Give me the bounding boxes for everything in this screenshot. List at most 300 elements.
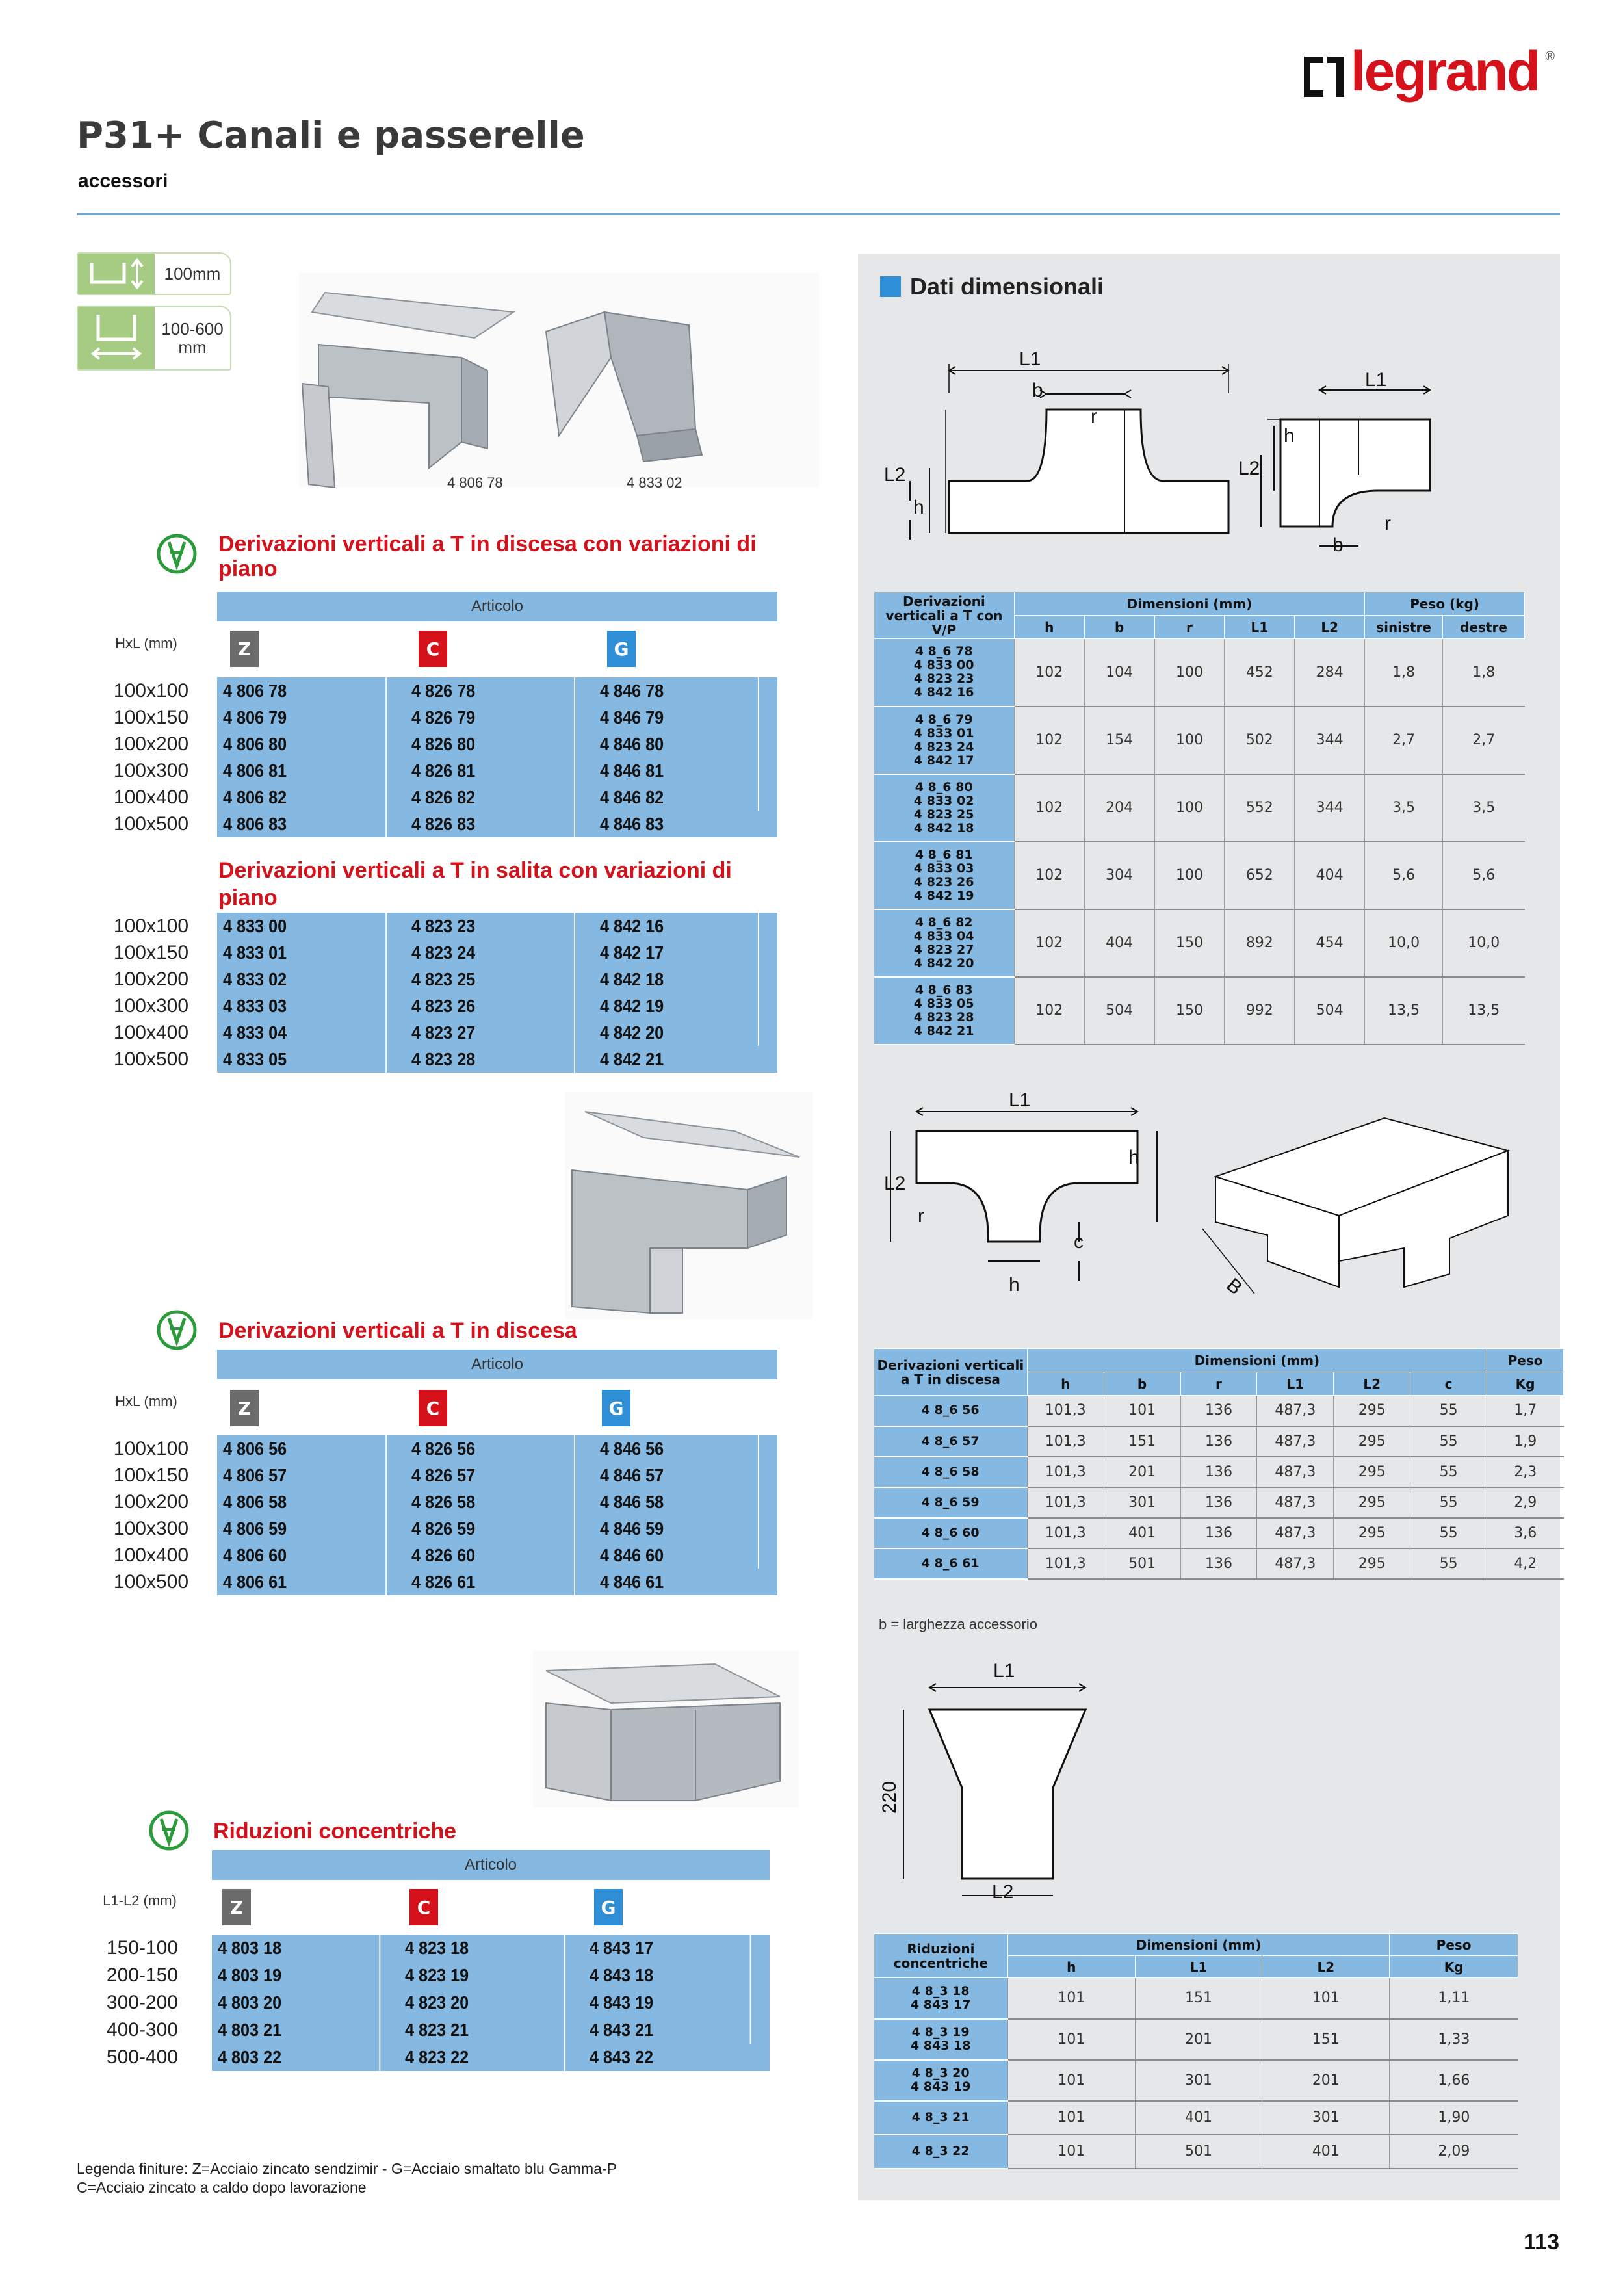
code-g: 4 846 61 [600,1571,664,1592]
table-row [874,1457,1564,1487]
cell-value: 55 [1410,1487,1487,1518]
article-code: 4 842 16 [913,685,974,700]
code-g: 4 846 60 [594,1542,759,1569]
dimension-list [97,677,188,837]
cell-value: 55 [1410,1548,1487,1579]
article-code: 4 833 03 [913,861,974,876]
col-kg: Kg [1487,1372,1564,1396]
cell-value: 454 [1295,909,1365,977]
col-kg: Kg [1390,1956,1518,1978]
cell-value: 100 [1154,774,1225,842]
diagram-label-l1: L1 [1019,348,1041,370]
col-header-main: Riduzioni concentriche [874,1934,1008,1978]
cell-value: 101,3 [1027,1426,1104,1457]
code-z: 4 806 82 [217,784,387,811]
legend-line: Legenda finiture: Z=Acciaio zincato sendzimir - G=Acciaio smaltato blu Gamma-P [77,2160,617,2177]
cell-value: 101 [1104,1396,1180,1426]
photo-code-2: 4 833 02 [627,475,682,491]
col-h: h [1027,1372,1104,1396]
cell-value: 1,11 [1390,1978,1518,2019]
product-photo-t-branch-down [565,1092,812,1320]
finish-badge-c: C [419,1390,447,1426]
cell-value: 201 [1262,2060,1390,2101]
diagram-label-h: h [913,497,924,518]
code-z: 4 803 22 [212,2044,380,2071]
dimension-list [97,1435,188,1595]
article-code: 4 833 04 [913,928,974,943]
table-row [874,1396,1564,1426]
code-g: 4 842 18 [594,966,759,993]
cell-value: 101,3 [1027,1487,1104,1518]
col-header-main: Derivazioni verticali a T con V/P [874,592,1015,639]
table-note: b = larghezza accessorio [879,1616,1037,1632]
col-header-weight: Peso [1390,1934,1518,1956]
cell-value: 55 [1410,1518,1487,1548]
cell-value: 501 [1104,1548,1180,1579]
cell-value: 1,7 [1487,1396,1564,1426]
cell-value: 487,3 [1257,1426,1334,1457]
cell-value: 552 [1225,774,1295,842]
code-c: 4 826 78 [406,677,575,704]
cell-value: 487,3 [1257,1518,1334,1548]
cell-value: 504 [1295,977,1365,1045]
code-c: 4 823 23 [406,913,575,939]
cell-value: 992 [1225,977,1295,1045]
code-z: 4 806 58 [217,1489,387,1515]
article-code: 4 8_6 79 [915,712,973,727]
table2-body [874,1396,1564,1579]
finish-badge-g: G [594,1889,623,1925]
dimension-value: 100x150 [113,1464,188,1486]
article-code: 4 842 17 [913,753,974,768]
code-g: 4 843 18 [584,1962,751,1989]
photo-code-1: 4 806 78 [447,475,503,491]
code-z: 4 806 80 [217,731,387,757]
cell-value: 301 [1262,2101,1390,2135]
col-l1: L1 [1135,1956,1262,1978]
code-c: 4 823 21 [399,2016,565,2044]
diagram-reduction [864,1651,1553,1911]
article-codes [874,1426,1028,1457]
codes-table-t-up-variable [217,913,777,1073]
code-g: 4 846 79 [594,704,759,731]
cell-value: 295 [1334,1396,1410,1426]
cell-value: 892 [1225,909,1295,977]
width-icon [78,307,155,369]
article-codes [874,909,1015,977]
article-code: 4 8_6 58 [921,1464,980,1479]
table-row [874,2135,1518,2169]
dimension-value: 100x200 [113,968,188,990]
code-z: 4 806 78 [217,677,387,704]
cell-value: 101,3 [1027,1548,1104,1579]
cell-value: 151 [1262,2019,1390,2060]
article-codes [874,2101,1008,2135]
code-z: 4 806 59 [217,1515,387,1542]
diagram-label-r: r [1091,406,1097,427]
article-code: 4 833 02 [913,793,974,808]
diagram-label-h: h [1009,1274,1020,1296]
article-code: 4 8_6 56 [921,1403,980,1418]
article-code: 4 833 01 [913,725,974,740]
registered-mark: ® [1545,49,1555,64]
code-g: 4 843 19 [584,1989,751,2016]
col-header-dims: Dimensioni (mm) [1027,1349,1487,1372]
cell-value: 1,8 [1365,639,1443,707]
cell-value: 204 [1084,774,1154,842]
code-c: 4 826 83 [406,811,575,837]
cell-value: 101,3 [1027,1457,1104,1487]
cell-value: 136 [1180,1487,1257,1518]
code-c: 4 826 81 [406,757,575,784]
code-c: 4 826 82 [406,784,575,811]
table-row [874,1487,1564,1518]
code-z: 4 833 03 [217,993,387,1019]
finish-badge-z: Z [230,631,259,667]
article-codes [874,1518,1028,1548]
code-g: 4 846 82 [594,784,759,811]
cell-value: 101 [1262,1978,1390,2019]
article-code: 4 8_3 18 [911,1983,970,1998]
articolo-header: Articolo [217,592,777,621]
col-c: c [1410,1372,1487,1396]
col-l2: L2 [1295,616,1365,639]
code-g: 4 842 21 [600,1049,664,1069]
article-code: 4 843 17 [910,1997,971,2012]
cell-value: 101 [1007,2135,1135,2169]
table-row [874,842,1525,909]
code-c: 4 826 59 [406,1515,575,1542]
cell-value: 102 [1014,774,1084,842]
cell-value: 401 [1262,2135,1390,2169]
cell-value: 284 [1295,639,1365,707]
col-b: b [1104,1372,1180,1396]
product-photo-reduction [533,1651,799,1807]
col-l1: L1 [1257,1372,1334,1396]
legrand-mark-icon [1304,57,1344,97]
code-g: 4 846 56 [594,1435,759,1462]
dimension-value: 100x100 [113,915,188,937]
cell-value: 2,7 [1443,707,1525,774]
cell-value: 150 [1154,909,1225,977]
article-code: 4 823 24 [913,739,974,754]
table-row [874,639,1525,707]
article-codes [874,1978,1008,2019]
diagram-label-b: b [1032,380,1043,401]
table-row [874,2101,1518,2135]
dimension-list [84,1935,178,2071]
section-title-t-up-variable: Derivazioni verticali a T in salita con variazioni di piano [218,858,732,910]
cell-value: 452 [1225,639,1295,707]
code-g: 4 842 16 [594,913,759,939]
table-row [874,2019,1518,2060]
cell-value: 295 [1334,1487,1410,1518]
code-g: 4 846 83 [600,813,664,834]
legrand-logo [1304,40,1555,103]
table-row [874,1548,1564,1579]
col-header-weight: Peso [1487,1349,1564,1372]
page-title: P31+ Canali e passerelle [77,114,585,157]
diagram-label-c: c [1074,1231,1084,1253]
cell-value: 2,09 [1390,2135,1518,2169]
cell-value: 101 [1007,2101,1135,2135]
code-z: 4 833 02 [217,966,387,993]
codes-table-t-down-variable [217,677,777,837]
panel-title [880,273,1104,300]
finish-badge-z: Z [230,1390,259,1426]
cell-value: 5,6 [1443,842,1525,909]
cell-value: 101,3 [1027,1518,1104,1548]
section-title-reduction: Riduzioni concentriche [213,1819,457,1844]
cell-value: 404 [1295,842,1365,909]
article-code: 4 823 25 [913,807,974,822]
table-row [874,774,1525,842]
article-codes [874,2060,1008,2101]
col-destre: destre [1443,616,1525,639]
dimension-value: 100x200 [113,1491,188,1513]
cell-value: 100 [1154,842,1225,909]
code-g: 4 846 78 [594,677,759,704]
dimension-value: 300-200 [106,1992,178,2013]
cell-value: 201 [1135,2019,1262,2060]
code-g: 4 846 57 [594,1462,759,1489]
article-codes [874,1487,1028,1518]
cell-value: 344 [1295,774,1365,842]
brand-name: legrand [1350,40,1539,103]
finish-badge-z: Z [222,1889,251,1925]
cell-value: 295 [1334,1518,1410,1548]
code-c: 4 823 24 [406,939,575,966]
cell-value: 3,5 [1365,774,1443,842]
section-title-t-down-variable: Derivazioni verticali a T in discesa con variazioni di piano [218,532,757,581]
certification-icon [148,1810,190,1851]
code-c: 4 823 19 [399,1962,565,1989]
diagram-label-l1: L1 [1365,369,1387,391]
article-code: 4 8_3 22 [911,2144,970,2158]
panel-title-text: Dati dimensionali [910,273,1104,300]
diagram-label-l2: L2 [884,1173,906,1194]
dimension-label: HxL (mm) [115,1393,177,1409]
cell-value: 150 [1154,977,1225,1045]
cell-value: 201 [1104,1457,1180,1487]
article-code: 4 8_6 83 [915,982,973,997]
dimension-value: 100x300 [113,1517,188,1539]
code-z: 4 803 18 [212,1935,380,1962]
code-c: 4 826 56 [406,1435,575,1462]
cell-value: 101,3 [1027,1396,1104,1426]
article-code: 4 8_6 82 [915,915,973,930]
article-code: 4 823 28 [913,1010,974,1024]
codes-table-t-down [217,1435,777,1595]
cell-value: 487,3 [1257,1457,1334,1487]
cell-value: 55 [1410,1426,1487,1457]
diagram-label-l1: L1 [1009,1089,1031,1111]
dimension-value: 500-400 [106,2046,178,2068]
cell-value: 151 [1135,1978,1262,2019]
codes-table-reduction [212,1935,770,2071]
code-g: 4 842 19 [594,993,759,1019]
code-g: 4 846 81 [594,757,759,784]
article-code: 4 8_3 21 [911,2110,970,2124]
cell-value: 100 [1154,639,1225,707]
cell-value: 502 [1225,707,1295,774]
article-codes [874,639,1015,707]
article-codes [874,774,1015,842]
cell-value: 487,3 [1257,1487,1334,1518]
article-codes [874,2019,1008,2060]
finish-badge-c: C [409,1889,438,1925]
cell-value: 10,0 [1443,909,1525,977]
dimension-value: 200-150 [106,1964,178,1986]
col-header-dims: Dimensioni (mm) [1007,1934,1389,1956]
cell-value: 504 [1084,977,1154,1045]
dimension-value: 100x200 [113,733,188,755]
dimension-list [97,913,188,1073]
table-row [874,977,1525,1045]
article-code: 4 8_3 19 [911,2025,970,2039]
table-row [874,1426,1564,1457]
diagram-label-220: 220 [879,1781,900,1814]
code-g: 4 843 21 [584,2016,751,2044]
diagram-t-branches [864,345,1553,566]
col-b: b [1084,616,1154,639]
article-code: 4 823 27 [913,942,974,957]
cell-value: 10,0 [1365,909,1443,977]
width-badge-text: 100-600 mm [161,319,224,357]
diagram-t-down [864,1086,1553,1307]
article-code: 4 823 26 [913,874,974,889]
cell-value: 1,9 [1487,1426,1564,1457]
cell-value: 5,6 [1365,842,1443,909]
cell-value: 136 [1180,1426,1257,1457]
dimension-value: 100x400 [113,1021,188,1043]
article-code: 4 842 20 [913,956,974,971]
code-z: 4 803 19 [212,1962,380,1989]
col-r: r [1154,616,1225,639]
table-row [874,2060,1518,2101]
article-code: 4 8_6 60 [921,1525,980,1540]
article-code: 4 8_3 20 [911,2066,970,2080]
articolo-header: Articolo [212,1850,770,1880]
code-c: 4 826 61 [406,1569,575,1595]
code-z: 4 833 01 [217,939,387,966]
article-code: 4 842 21 [913,1023,974,1038]
diagram-label-r: r [918,1205,924,1227]
cell-value: 102 [1014,909,1084,977]
col-sinistre: sinistre [1365,616,1443,639]
code-z: 4 806 61 [217,1569,387,1595]
dimension-value: 100x500 [113,1571,188,1593]
article-codes [874,1396,1028,1426]
height-badge-text: 100mm [164,264,221,283]
cell-value: 136 [1180,1548,1257,1579]
col-l1: L1 [1225,616,1295,639]
cell-value: 344 [1295,707,1365,774]
article-code: 4 8_6 61 [921,1556,980,1571]
certification-icon [156,533,198,575]
code-z: 4 833 05 [217,1046,387,1073]
width-badge [77,306,231,371]
code-g: 4 842 17 [594,939,759,966]
diagram-label-l2: L2 [992,1881,1014,1903]
cell-value: 1,66 [1390,2060,1518,2101]
code-c: 4 823 26 [406,993,575,1019]
cell-value: 487,3 [1257,1548,1334,1579]
dimension-value: 100x300 [113,995,188,1017]
table-row [874,1978,1518,2019]
cell-value: 304 [1084,842,1154,909]
code-z: 4 806 79 [217,704,387,731]
finish-badge-g: G [602,1390,630,1426]
finish-badge-g: G [607,631,636,667]
article-code: 4 8_6 57 [921,1433,980,1448]
code-z: 4 806 56 [217,1435,387,1462]
code-g: 4 846 59 [594,1515,759,1542]
cell-value: 55 [1410,1396,1487,1426]
article-codes [874,842,1015,909]
dimensions-table-reduction [874,1933,1518,2169]
dimension-label: HxL (mm) [115,635,177,651]
code-z: 4 806 83 [217,811,387,837]
cell-value: 295 [1334,1426,1410,1457]
cell-value: 487,3 [1257,1396,1334,1426]
code-c: 4 826 60 [406,1542,575,1569]
dimensions-table-t-vp [874,592,1525,1045]
dimension-value: 100x500 [113,813,188,835]
code-z: 4 833 04 [217,1019,387,1046]
cell-value: 55 [1410,1457,1487,1487]
cell-value: 4,2 [1487,1548,1564,1579]
col-header-dims: Dimensioni (mm) [1014,592,1364,616]
col-header-main: Derivazioni verticali a T in discesa [874,1349,1028,1396]
dimension-value: 400-300 [106,2019,178,2041]
height-badge [77,252,231,295]
cell-value: 401 [1104,1518,1180,1548]
cell-value: 2,7 [1365,707,1443,774]
code-c: 4 826 57 [406,1462,575,1489]
article-codes [874,707,1015,774]
article-codes [874,1548,1028,1579]
articolo-header: Articolo [217,1350,777,1379]
cell-value: 3,5 [1443,774,1525,842]
diagram-label-b: b [1332,534,1344,556]
col-l2: L2 [1334,1372,1410,1396]
table3-body [874,1978,1518,2169]
cell-value: 2,3 [1487,1457,1564,1487]
code-g: 4 843 17 [584,1935,751,1962]
code-c: 4 823 25 [406,966,575,993]
cell-value: 13,5 [1365,977,1443,1045]
code-c: 4 823 20 [399,1989,565,2016]
code-z: 4 806 57 [217,1462,387,1489]
col-r: r [1180,1372,1257,1396]
diagram-label-l2: L2 [884,464,906,486]
dimension-label: L1-L2 (mm) [103,1892,177,1909]
code-c: 4 826 58 [406,1489,575,1515]
cell-value: 136 [1180,1518,1257,1548]
cell-value: 501 [1135,2135,1262,2169]
cell-value: 295 [1334,1548,1410,1579]
dimension-value: 100x400 [113,786,188,808]
article-codes [874,977,1015,1045]
dimension-value: 150-100 [106,1937,178,1959]
article-code: 4 842 19 [913,888,974,903]
article-code: 4 842 18 [913,820,974,835]
cell-value: 1,33 [1390,2019,1518,2060]
header-divider [77,213,1560,215]
certification-icon [156,1309,198,1351]
cell-value: 301 [1135,2060,1262,2101]
